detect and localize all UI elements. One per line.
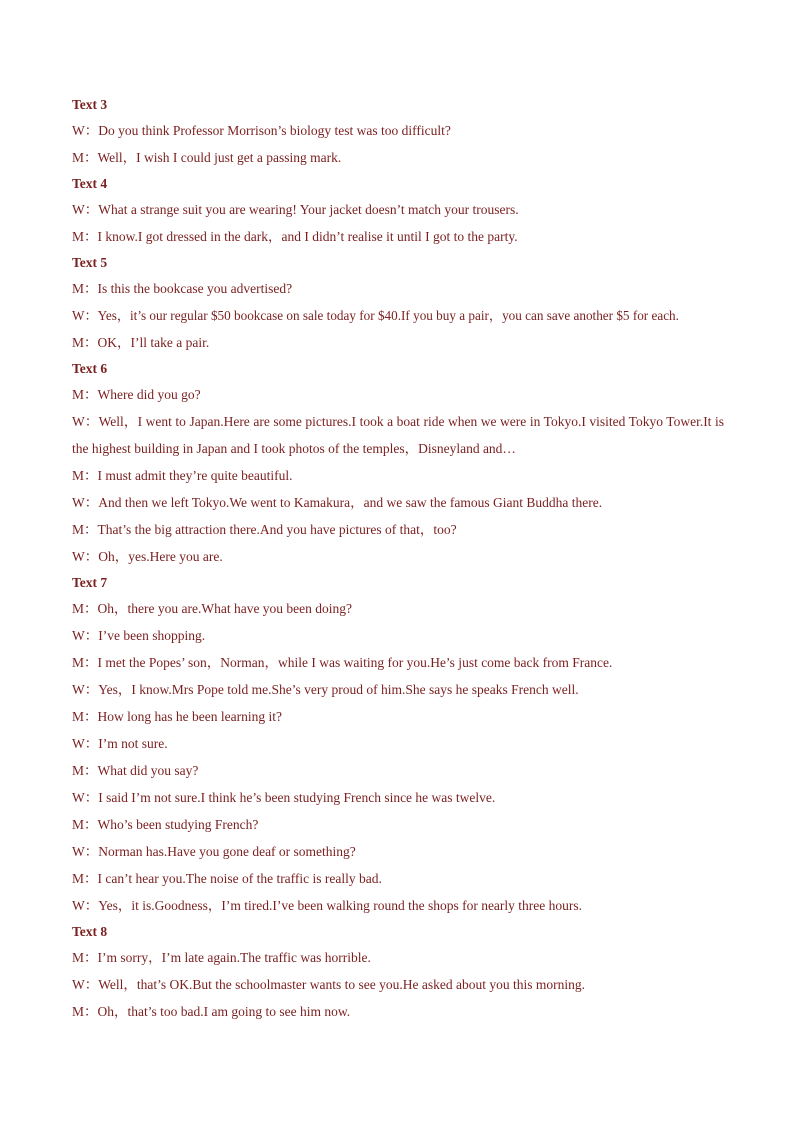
dialogue-line: M：I know.I got dressed in the dark，and I didn’t realise it until I got to the party.: [72, 229, 518, 244]
dialogue-line: W：Norman has.Have you gone deaf or something?: [72, 844, 356, 859]
dialogue-line: M：I can’t hear you.The noise of the traffic is really bad.: [72, 871, 382, 886]
text-section: [72, 250, 724, 356]
dialogue-line: W：Well，that’s OK.But the schoolmaster wants to see you.He asked about you this morning.: [72, 977, 585, 992]
dialogue-line: W：Do you think Professor Morrison’s biology test was too difficult?: [72, 123, 451, 138]
dialogue-line: M：Where did you go?: [72, 387, 201, 402]
dialogue-line: W：And then we left Tokyo.We went to Kamakura，and we saw the famous Giant Buddha there.: [72, 495, 603, 510]
transcript-page: [72, 92, 724, 1025]
section-heading: Text 4: [72, 176, 108, 191]
dialogue-line: W：Well，I went to Japan.Here are some pictures.I took a boat ride when we were in Tokyo.I visited Tokyo Tower.It is the highest building in Japan and I took photos of the temples，Disneyland and…: [72, 414, 724, 456]
text-section: [72, 171, 724, 250]
dialogue-line: M：Is this the bookcase you advertised?: [72, 281, 293, 296]
section-heading: Text 3: [72, 97, 108, 112]
dialogue-line: W：I’ve been shopping.: [72, 628, 206, 643]
dialogue-line: M：I’m sorry，I’m late again.The traffic was horrible.: [72, 950, 371, 965]
dialogue-line: W：I’m not sure.: [72, 736, 168, 751]
dialogue-line: W：Yes，it is.Goodness，I’m tired.I’ve been walking round the shops for nearly three hours.: [72, 898, 583, 913]
section-heading: Text 8: [72, 924, 108, 939]
text-section: [72, 356, 724, 570]
text-section: [72, 92, 724, 171]
section-heading: Text 6: [72, 361, 108, 376]
dialogue-line: M：Oh，there you are.What have you been doing?: [72, 601, 353, 616]
dialogue-line: M：That’s the big attraction there.And you have pictures of that，too?: [72, 522, 457, 537]
dialogue-line: M：OK，I’ll take a pair.: [72, 335, 210, 350]
dialogue-line: W：Yes，it’s our regular $50 bookcase on sale today for $40.If you buy a pair，you can save another $5 for each.: [72, 308, 679, 323]
dialogue-line: W：Yes，I know.Mrs Pope told me.She’s very proud of him.She says he speaks French well.: [72, 682, 579, 697]
dialogue-line: M：Oh，that’s too bad.I am going to see him now.: [72, 1004, 351, 1019]
dialogue-line: M：How long has he been learning it?: [72, 709, 282, 724]
dialogue-line: M：Well，I wish I could just get a passing mark.: [72, 150, 342, 165]
text-section: [72, 570, 724, 919]
dialogue-line: M：What did you say?: [72, 763, 199, 778]
dialogue-line: W：I said I’m not sure.I think he’s been studying French since he was twelve.: [72, 790, 496, 805]
text-section: [72, 919, 724, 1025]
dialogue-line: M：Who’s been studying French?: [72, 817, 259, 832]
section-heading: Text 5: [72, 255, 108, 270]
dialogue-line: M：I met the Popes’ son，Norman，while I was waiting for you.He’s just come back from France.: [72, 655, 613, 670]
dialogue-line: W：Oh，yes.Here you are.: [72, 549, 223, 564]
section-heading: Text 7: [72, 575, 108, 590]
dialogue-line: M：I must admit they’re quite beautiful.: [72, 468, 293, 483]
dialogue-line: W：What a strange suit you are wearing! Your jacket doesn’t match your trousers.: [72, 202, 519, 217]
